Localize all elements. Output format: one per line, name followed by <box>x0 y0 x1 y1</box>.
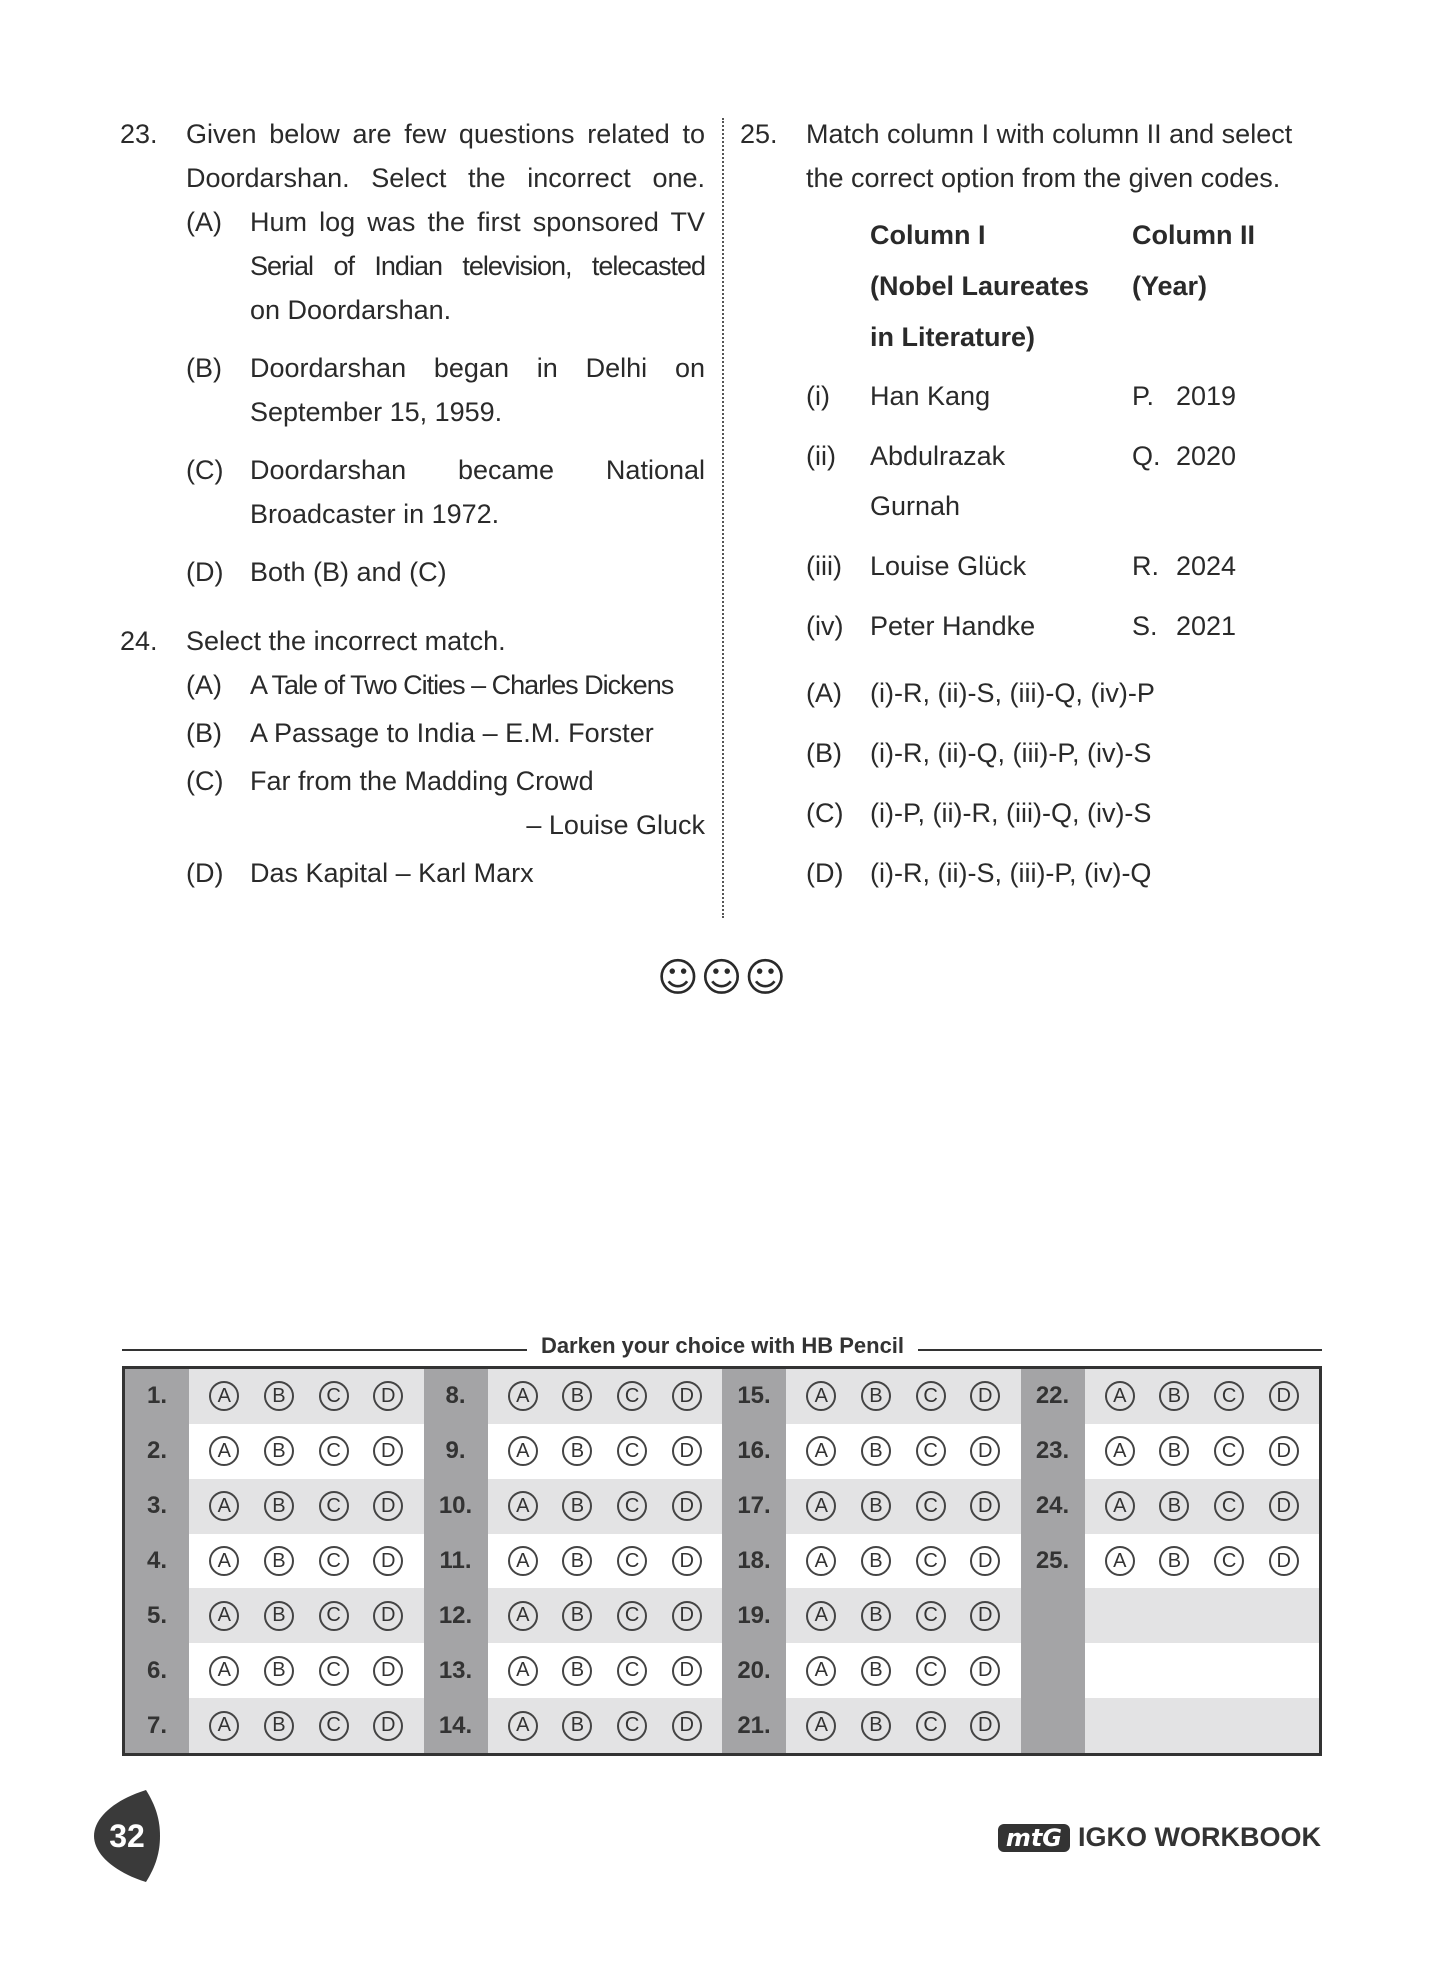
year-letter: S. <box>1132 611 1158 641</box>
omr-row <box>1021 1643 1320 1698</box>
omr-row <box>424 1369 723 1424</box>
option-text: A Tale of Two Cities – Charles Dickens <box>250 670 674 700</box>
omr-row <box>1021 1369 1320 1424</box>
answer-bubble[interactable]: B <box>264 1491 294 1521</box>
omr-bubble-group <box>1085 1588 1320 1643</box>
answer-bubble[interactable]: B <box>562 1381 592 1411</box>
answer-bubble[interactable]: A <box>209 1601 239 1631</box>
omr-question-number: 9. <box>424 1424 488 1479</box>
omr-question-number: 10. <box>424 1479 488 1534</box>
answer-bubble[interactable]: D <box>672 1601 702 1631</box>
left-column <box>120 112 705 895</box>
answer-bubble[interactable]: A <box>209 1381 239 1411</box>
omr-title-text: Darken your choice with HB Pencil <box>527 1333 918 1358</box>
option-text: Both (B) and (C) <box>250 557 447 587</box>
omr-title <box>0 1333 1445 1359</box>
omr-row <box>1021 1534 1320 1589</box>
omr-bubble-group <box>1085 1698 1320 1753</box>
answer-bubble[interactable]: B <box>562 1436 592 1466</box>
option-c <box>806 791 1340 835</box>
answer-bubble[interactable]: A <box>508 1381 538 1411</box>
column-1-heading: in Literature) <box>870 322 1036 352</box>
omr-bubble-group <box>786 1698 1021 1753</box>
answer-bubble[interactable]: C <box>617 1436 647 1466</box>
omr-row <box>722 1588 1021 1643</box>
answer-bubble[interactable]: A <box>806 1491 836 1521</box>
omr-bubble-group <box>488 1479 723 1534</box>
row-number: (iii) <box>806 551 842 581</box>
laureate-name: Han Kang <box>870 381 991 411</box>
answer-bubble[interactable]: D <box>373 1601 403 1631</box>
question-stem: Select the incorrect match. <box>186 626 506 656</box>
answer-bubble[interactable]: B <box>562 1656 592 1686</box>
option-label: (B) <box>186 718 222 748</box>
omr-answer-grid <box>122 1366 1322 1756</box>
omr-question-number: 22. <box>1021 1369 1085 1424</box>
omr-bubble-group <box>1085 1424 1320 1479</box>
omr-question-number <box>1021 1643 1085 1698</box>
answer-bubble[interactable]: C <box>1214 1491 1244 1521</box>
omr-row <box>722 1369 1021 1424</box>
answer-bubble[interactable]: B <box>264 1381 294 1411</box>
year-letter: P. <box>1132 381 1155 411</box>
option-d <box>806 851 1340 895</box>
answer-bubble[interactable]: D <box>373 1711 403 1741</box>
omr-question-number: 7. <box>125 1698 189 1753</box>
answer-bubble[interactable]: C <box>916 1546 946 1576</box>
answer-bubble[interactable]: D <box>1269 1381 1299 1411</box>
omr-question-number: 23. <box>1021 1424 1085 1479</box>
answer-bubble[interactable]: A <box>209 1491 239 1521</box>
option-text: (i)-R, (ii)-Q, (iii)-P, (iv)-S <box>870 738 1152 768</box>
option-label: (D) <box>186 858 224 888</box>
row-number: (i) <box>806 381 830 411</box>
answer-bubble[interactable]: D <box>1269 1546 1299 1576</box>
omr-column <box>424 1369 723 1753</box>
option-text: (i)-P, (ii)-R, (iii)-Q, (iv)-S <box>870 798 1152 828</box>
omr-question-number: 6. <box>125 1643 189 1698</box>
answer-bubble[interactable]: D <box>672 1546 702 1576</box>
omr-row <box>424 1698 723 1753</box>
answer-bubble[interactable]: C <box>319 1711 349 1741</box>
omr-column <box>722 1369 1021 1753</box>
answer-bubble[interactable]: C <box>319 1381 349 1411</box>
answer-bubble[interactable]: B <box>1159 1381 1189 1411</box>
answer-bubble[interactable]: B <box>264 1601 294 1631</box>
answer-bubble[interactable]: A <box>1105 1381 1135 1411</box>
answer-bubble[interactable]: A <box>806 1711 836 1741</box>
omr-bubble-group <box>488 1424 723 1479</box>
answer-bubble[interactable]: A <box>209 1546 239 1576</box>
omr-question-number: 15. <box>722 1369 786 1424</box>
omr-row <box>722 1643 1021 1698</box>
answer-bubble[interactable]: C <box>617 1656 647 1686</box>
question-stem: Given below are few questions related to <box>186 119 705 149</box>
answer-bubble[interactable]: D <box>970 1491 1000 1521</box>
page-number: 32 <box>109 1818 145 1854</box>
option-c <box>186 759 705 847</box>
answer-bubble[interactable]: C <box>1214 1436 1244 1466</box>
omr-row <box>125 1534 424 1589</box>
answer-bubble[interactable]: A <box>806 1381 836 1411</box>
omr-row <box>125 1698 424 1753</box>
omr-question-number <box>1021 1698 1085 1753</box>
option-text: Broadcaster in 1972. <box>250 499 500 529</box>
answer-bubble[interactable]: C <box>617 1546 647 1576</box>
year-value: 2019 <box>1176 381 1237 411</box>
answer-bubble[interactable]: D <box>672 1711 702 1741</box>
option-label: (B) <box>186 353 222 383</box>
answer-bubble[interactable]: C <box>1214 1381 1244 1411</box>
answer-bubble[interactable]: D <box>373 1546 403 1576</box>
omr-bubble-group <box>1085 1369 1320 1424</box>
answer-bubble[interactable]: C <box>916 1656 946 1686</box>
option-label: (C) <box>806 798 844 828</box>
omr-bubble-group <box>786 1369 1021 1424</box>
answer-bubble[interactable]: A <box>1105 1491 1135 1521</box>
column-2-heading: (Year) <box>1132 271 1208 301</box>
answer-bubble[interactable]: D <box>672 1491 702 1521</box>
omr-bubble-group <box>189 1479 424 1534</box>
answer-bubble[interactable]: D <box>970 1381 1000 1411</box>
answer-bubble[interactable]: A <box>1105 1546 1135 1576</box>
answer-bubble[interactable]: A <box>209 1711 239 1741</box>
option-text: Far from the Madding Crowd <box>250 766 594 796</box>
smiley-icons: ☺☺☺ <box>656 955 789 1001</box>
answer-bubble[interactable]: A <box>1105 1436 1135 1466</box>
answer-bubble[interactable]: B <box>562 1601 592 1631</box>
omr-question-number: 25. <box>1021 1534 1085 1589</box>
omr-bubble-group <box>786 1588 1021 1643</box>
option-d <box>186 851 705 895</box>
omr-row <box>1021 1479 1320 1534</box>
answer-bubble[interactable]: A <box>508 1546 538 1576</box>
year-value: 2024 <box>1176 551 1237 581</box>
answer-bubble[interactable]: C <box>319 1436 349 1466</box>
option-a <box>186 663 705 707</box>
omr-bubble-group <box>189 1643 424 1698</box>
column-1-heading: (Nobel Laureates <box>870 271 1090 301</box>
answer-bubble[interactable]: D <box>373 1381 403 1411</box>
right-column <box>740 112 1340 895</box>
option-label: (D) <box>806 858 844 888</box>
answer-bubble[interactable]: B <box>861 1656 891 1686</box>
answer-bubble[interactable]: B <box>861 1491 891 1521</box>
option-text: (i)-R, (ii)-S, (iii)-Q, (iv)-P <box>870 678 1155 708</box>
omr-bubble-group <box>488 1369 723 1424</box>
omr-question-number: 4. <box>125 1534 189 1589</box>
answer-bubble[interactable]: B <box>861 1601 891 1631</box>
omr-question-number: 5. <box>125 1588 189 1643</box>
match-table <box>806 210 1340 651</box>
answer-bubble[interactable]: D <box>970 1601 1000 1631</box>
omr-row <box>1021 1588 1320 1643</box>
option-label: (D) <box>186 557 224 587</box>
option-label: (A) <box>806 678 842 708</box>
row-number: (ii) <box>806 441 836 471</box>
omr-bubble-group <box>786 1424 1021 1479</box>
answer-bubble[interactable]: D <box>672 1656 702 1686</box>
omr-bubble-group <box>189 1588 424 1643</box>
answer-bubble[interactable]: C <box>617 1711 647 1741</box>
omr-row <box>722 1534 1021 1589</box>
option-text: on Doordarshan. <box>250 295 452 325</box>
answer-bubble[interactable]: A <box>209 1436 239 1466</box>
omr-bubble-group <box>1085 1479 1320 1534</box>
omr-row <box>424 1479 723 1534</box>
answer-bubble[interactable]: C <box>916 1436 946 1466</box>
omr-question-number: 14. <box>424 1698 488 1753</box>
laureate-name: Gurnah <box>870 491 961 521</box>
option-label: (A) <box>186 207 222 237</box>
omr-bubble-group <box>786 1534 1021 1589</box>
answer-bubble[interactable]: B <box>562 1491 592 1521</box>
laureate-name: Louise Glück <box>870 551 1027 581</box>
answer-bubble[interactable]: D <box>373 1436 403 1466</box>
omr-row <box>424 1643 723 1698</box>
answer-bubble[interactable]: D <box>970 1546 1000 1576</box>
omr-column <box>125 1369 424 1753</box>
question-stem: Match column I with column II and select <box>806 119 1293 149</box>
answer-bubble[interactable]: D <box>373 1656 403 1686</box>
omr-row <box>722 1479 1021 1534</box>
year-value: 2021 <box>1176 611 1237 641</box>
answer-bubble[interactable]: D <box>373 1491 403 1521</box>
question-number: 23. <box>120 119 158 149</box>
omr-row <box>125 1479 424 1534</box>
option-d <box>186 550 705 594</box>
omr-question-number: 18. <box>722 1534 786 1589</box>
omr-bubble-group <box>488 1588 723 1643</box>
omr-bubble-group <box>1085 1534 1320 1589</box>
omr-question-number: 12. <box>424 1588 488 1643</box>
laureate-name: Abdulrazak <box>870 441 1006 471</box>
omr-bubble-group <box>786 1479 1021 1534</box>
omr-row <box>125 1424 424 1479</box>
option-label: (C) <box>186 455 224 485</box>
omr-question-number: 24. <box>1021 1479 1085 1534</box>
answer-bubble[interactable]: C <box>916 1381 946 1411</box>
answer-bubble[interactable]: B <box>861 1711 891 1741</box>
question-24 <box>120 619 705 663</box>
omr-question-number: 8. <box>424 1369 488 1424</box>
omr-question-number: 21. <box>722 1698 786 1753</box>
match-header <box>806 210 1340 363</box>
omr-row <box>722 1424 1021 1479</box>
answer-bubble[interactable]: A <box>806 1546 836 1576</box>
omr-row <box>125 1588 424 1643</box>
omr-question-number: 19. <box>722 1588 786 1643</box>
omr-row <box>722 1698 1021 1753</box>
omr-row <box>424 1588 723 1643</box>
omr-bubble-group <box>488 1643 723 1698</box>
answer-bubble[interactable]: D <box>1269 1436 1299 1466</box>
answer-bubble[interactable]: B <box>1159 1546 1189 1576</box>
question-number: 24. <box>120 626 158 656</box>
answer-bubble[interactable]: B <box>1159 1436 1189 1466</box>
omr-question-number: 11. <box>424 1534 488 1589</box>
option-a <box>186 200 705 332</box>
option-text: – Louise Gluck <box>526 810 705 840</box>
answer-bubble[interactable]: D <box>970 1711 1000 1741</box>
answer-bubble[interactable]: C <box>319 1656 349 1686</box>
question-23 <box>120 112 705 200</box>
brand-title: IGKO WORKBOOK <box>1078 1822 1321 1852</box>
match-row <box>806 601 1340 651</box>
question-stem: Doordarshan. Select the incorrect one. <box>186 163 705 193</box>
omr-question-number: 20. <box>722 1643 786 1698</box>
option-text: (i)-R, (ii)-S, (iii)-P, (iv)-Q <box>870 858 1152 888</box>
answer-bubble[interactable]: D <box>970 1656 1000 1686</box>
option-c <box>186 448 705 536</box>
answer-bubble[interactable]: A <box>508 1436 538 1466</box>
omr-question-number: 17. <box>722 1479 786 1534</box>
column-divider <box>722 118 724 918</box>
answer-bubble[interactable]: A <box>508 1491 538 1521</box>
omr-row <box>424 1534 723 1589</box>
answer-bubble[interactable]: B <box>264 1546 294 1576</box>
match-row <box>806 541 1340 591</box>
omr-question-number: 16. <box>722 1424 786 1479</box>
answer-bubble[interactable]: C <box>916 1601 946 1631</box>
year-value: 2020 <box>1176 441 1237 471</box>
answer-bubble[interactable]: D <box>1269 1491 1299 1521</box>
match-row <box>806 371 1340 421</box>
answer-bubble[interactable]: B <box>1159 1491 1189 1521</box>
omr-bubble-group <box>189 1369 424 1424</box>
row-number: (iv) <box>806 611 844 641</box>
omr-bubble-group <box>189 1698 424 1753</box>
year-letter: Q. <box>1132 441 1161 471</box>
answer-bubble[interactable]: D <box>970 1436 1000 1466</box>
year-letter: R. <box>1132 551 1159 581</box>
omr-column <box>1021 1369 1320 1753</box>
omr-question-number: 3. <box>125 1479 189 1534</box>
question-stem: the correct option from the given codes. <box>806 163 1281 193</box>
answer-bubble[interactable]: A <box>209 1656 239 1686</box>
option-a <box>806 671 1340 715</box>
brand-footer <box>998 1822 1321 1853</box>
question-25 <box>740 112 1340 200</box>
option-text: September 15, 1959. <box>250 397 503 427</box>
answer-bubble[interactable]: C <box>319 1601 349 1631</box>
omr-row <box>424 1424 723 1479</box>
match-row <box>806 431 1340 531</box>
omr-row <box>125 1643 424 1698</box>
option-text: A Passage to India – E.M. Forster <box>250 718 654 748</box>
column-1-heading: Column I <box>870 220 986 250</box>
omr-row <box>1021 1698 1320 1753</box>
omr-bubble-group <box>488 1698 723 1753</box>
option-text: Serial of Indian television, telecasted <box>250 251 705 281</box>
option-b <box>186 346 705 434</box>
answer-bubble[interactable]: C <box>319 1491 349 1521</box>
option-text: Doordarshan began in Delhi on <box>250 353 705 383</box>
answer-bubble[interactable]: B <box>264 1656 294 1686</box>
omr-question-number: 13. <box>424 1643 488 1698</box>
omr-bubble-group <box>786 1643 1021 1698</box>
answer-bubble[interactable]: A <box>806 1656 836 1686</box>
omr-question-number <box>1021 1588 1085 1643</box>
omr-bubble-group <box>189 1424 424 1479</box>
laureate-name: Peter Handke <box>870 611 1036 641</box>
answer-bubble[interactable]: B <box>861 1436 891 1466</box>
question-number: 25. <box>740 119 778 149</box>
mtg-logo: mtG <box>998 1824 1070 1852</box>
answer-bubble[interactable]: C <box>617 1381 647 1411</box>
answer-bubble[interactable]: A <box>508 1711 538 1741</box>
answer-bubble[interactable]: C <box>617 1491 647 1521</box>
omr-question-number: 2. <box>125 1424 189 1479</box>
option-text: Doordarshan became National <box>250 455 705 485</box>
answer-bubble[interactable]: C <box>319 1546 349 1576</box>
omr-row <box>125 1369 424 1424</box>
answer-bubble[interactable]: B <box>861 1546 891 1576</box>
option-text: Hum log was the first sponsored TV <box>250 207 705 237</box>
answer-bubble[interactable]: D <box>672 1436 702 1466</box>
omr-row <box>1021 1424 1320 1479</box>
answer-bubble[interactable]: B <box>264 1711 294 1741</box>
option-label: (B) <box>806 738 842 768</box>
answer-bubble[interactable]: B <box>264 1436 294 1466</box>
answer-bubble[interactable]: A <box>508 1656 538 1686</box>
answer-bubble[interactable]: A <box>806 1436 836 1466</box>
answer-bubble[interactable]: B <box>861 1381 891 1411</box>
answer-bubble[interactable]: C <box>617 1601 647 1631</box>
answer-bubble[interactable]: C <box>916 1711 946 1741</box>
answer-bubble[interactable]: D <box>672 1381 702 1411</box>
omr-bubble-group <box>189 1534 424 1589</box>
option-b <box>806 731 1340 775</box>
answer-bubble[interactable]: A <box>806 1601 836 1631</box>
option-label: (A) <box>186 670 222 700</box>
column-2-heading: Column II <box>1132 220 1255 250</box>
answer-bubble[interactable]: A <box>508 1601 538 1631</box>
answer-bubble[interactable]: B <box>562 1546 592 1576</box>
answer-bubble[interactable]: C <box>916 1491 946 1521</box>
option-text: Das Kapital – Karl Marx <box>250 858 534 888</box>
omr-bubble-group <box>488 1534 723 1589</box>
option-label: (C) <box>186 766 224 796</box>
answer-bubble[interactable]: C <box>1214 1546 1244 1576</box>
answer-bubble[interactable]: B <box>562 1711 592 1741</box>
omr-bubble-group <box>1085 1643 1320 1698</box>
option-b <box>186 711 705 755</box>
omr-question-number: 1. <box>125 1369 189 1424</box>
